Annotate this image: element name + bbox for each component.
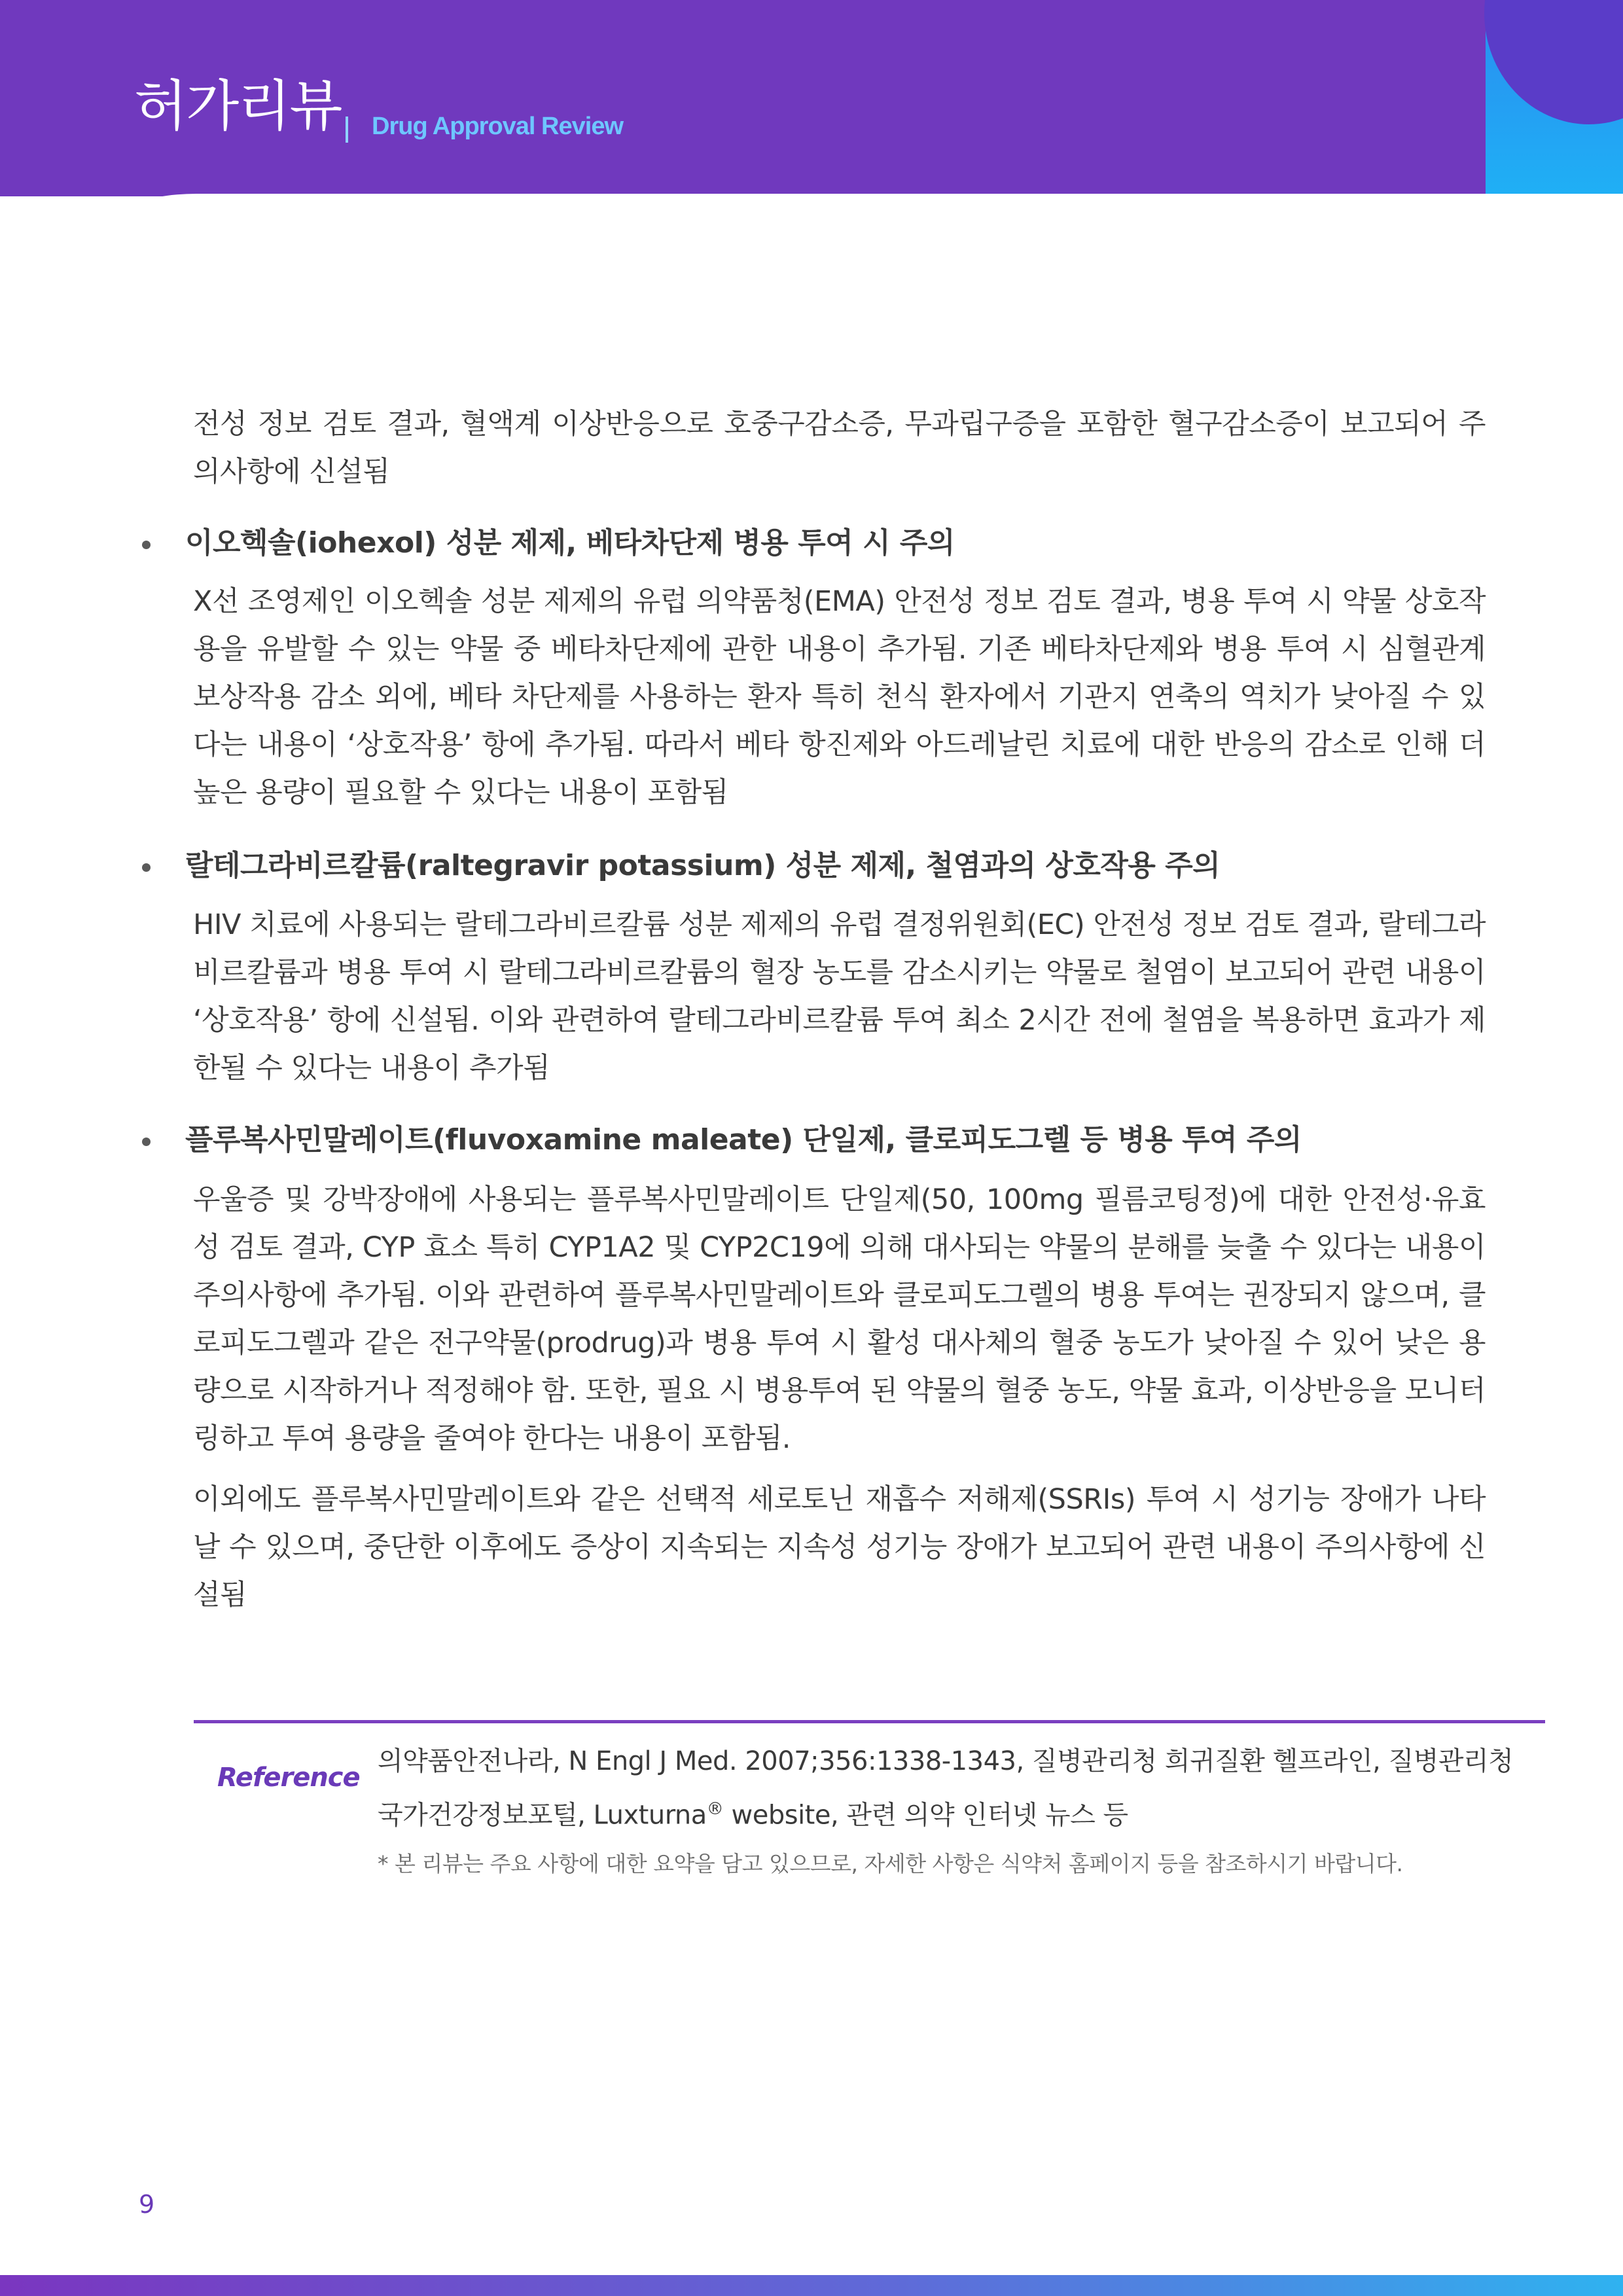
reference-note: * 본 리뷰는 주요 사항에 대한 요약을 담고 있으므로, 자세한 사항은 식약처 홈페이지 등을 참조하시기 바랍니다. [378, 1851, 1403, 1876]
reference-line-2: 국가건강정보포털, Luxturna [378, 1800, 707, 1831]
section-heading-row [134, 846, 1486, 886]
registered-mark: ® [706, 1799, 724, 1819]
section-paragraph: X선 조영제인 이오헥솔 성분 제제의 유럽 의약품청(EMA) 안전성 정보 검토 결과, 병용 투여 시 약물 상호작용을 유발할 수 있는 약물 중 베타차단제에 관한 내용이 추가됨. 기존 베타차단제와 병용 투여 시 심혈관계 보상작용 감소 외에, 베타 차단제를 사용하는 환자 특히 천식 환자에서 기관지 연축의 역치가 낮아질 수 있다는 내용이 ‘상호작용’ 항에 추가됨. 따라서 베타 항진제와 아드레날린 치료에 대한 반응의 감소로 인해 더 높은 용량이 필요할 수 있다는 내용이 포함됨 [193, 585, 1486, 809]
footer-bar [0, 2275, 1623, 2296]
section-paragraph: HIV 치료에 사용되는 랄테그라비르칼륨 성분 제제의 유럽 결정위원회(EC) 안전성 정보 검토 결과, 랄테그라비르칼륨과 병용 투여 시 랄테그라비르칼륨의 혈장 농도를 감소시키는 약물로 철염이 보고되어 관련 내용이 ‘상호작용’ 항에 신설됨. 이와 관련하여 랄테그라비르칼륨 투여 최소 2시간 전에 철염을 복용하면 효과가 제한될 수 있다는 내용이 추가됨 [193, 908, 1486, 1085]
section-heading: 이오헥솔(iohexol) 성분 제제, 베타차단제 병용 투여 시 주의 [185, 526, 955, 560]
bullet-icon [142, 1138, 151, 1146]
page-subtitle: Drug Approval Review [372, 113, 624, 140]
section-heading: 랄테그라비르칼륨(raltegravir potassium) 성분 제제, 철염과의 상호작용 주의 [185, 849, 1221, 882]
header-divider [346, 117, 348, 143]
section-heading-row [134, 1121, 1486, 1160]
bullet-icon [142, 863, 151, 872]
section-heading: 플루복사민말레이트(fluvoxamine maleate) 단일제, 클로피도그렐 등 병용 투여 주의 [185, 1123, 1302, 1157]
reference-divider [194, 1720, 1545, 1723]
reference-line-2-end: website, 관련 의약 인터넷 뉴스 등 [723, 1800, 1128, 1831]
reference-line-1: 의약품안전나라, N Engl J Med. 2007;356:1338-1343, 질병관리청 희귀질환 헬프라인, 질병관리청 [378, 1746, 1514, 1776]
section-paragraph: 이외에도 플루복사민말레이트와 같은 선택적 세로토닌 재흡수 저해제(SSRIs) 투여 시 성기능 장애가 나타날 수 있으며, 중단한 이후에도 증상이 지속되는 지속성 성기능 장애가 보고되어 관련 내용이 주의사항에 신설됨 [193, 1483, 1486, 1611]
page-number: 9 [139, 2190, 155, 2219]
bullet-icon [142, 541, 151, 549]
reference-label: Reference [217, 1763, 360, 1793]
section-paragraph: 우울증 및 강박장애에 사용되는 플루복사민말레이트 단일제(50, 100mg 필름코팅정)에 대한 안전성·유효성 검토 결과, CYP 효소 특히 CYP1A2 및 CYP2C19에 의해 대사되는 약물의 분해를 늦출 수 있다는 내용이 주의사항에 추가됨. 이와 관련하여 플루복사민말레이트와 클로피도그렐의 병용 투여는 권장되지 않으며, 클로피도그렐과 같은 전구약물(prodrug)과 병용 투여 시 활성 대사체의 혈중 농도가 낮아질 수 있어 낮은 용량으로 시작하거나 적정해야 함. 또한, 필요 시 병용투여 된 약물의 혈중 농도, 약물 효과, 이상반응을 모니터링하고 투여 용량을 줄여야 한다는 내용이 포함됨. [193, 1183, 1486, 1455]
intro-paragraph: 전성 정보 검토 결과, 혈액계 이상반응으로 호중구감소증, 무과립구증을 포함한 혈구감소증이 보고되어 주의사항에 신설됨 [193, 408, 1486, 488]
page-title: 허가리뷰 [134, 74, 342, 138]
section-heading-row [134, 524, 1486, 563]
reference-text [378, 1738, 1523, 1839]
